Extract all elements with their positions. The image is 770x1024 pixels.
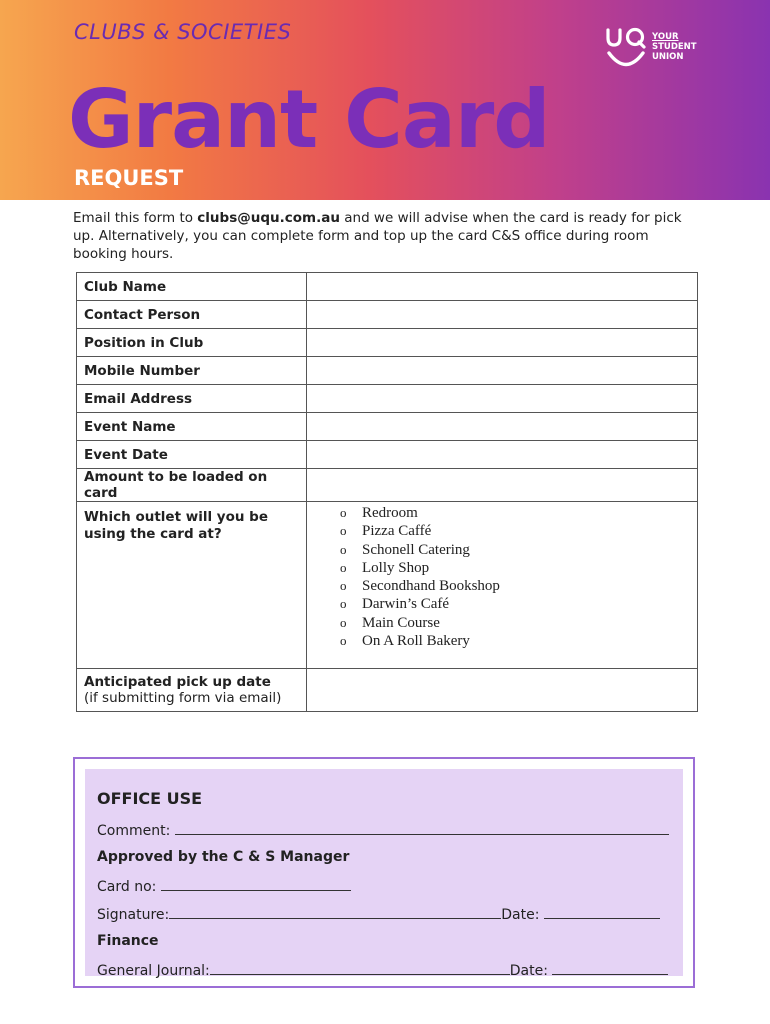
finance-label: Finance <box>97 933 159 949</box>
pickup-label: Anticipated pick up date <box>84 674 271 690</box>
amount-input[interactable] <box>307 469 698 502</box>
date-label-2: Date: <box>509 963 548 979</box>
mobile-number-input[interactable] <box>307 357 698 385</box>
signature-line <box>97 905 660 923</box>
journal-date-field[interactable] <box>552 961 668 975</box>
card-no-line <box>97 877 351 895</box>
outlet-label: Which outlet will you be using the card at? <box>84 509 268 542</box>
section-title: CLUBS & SOCIETIES <box>74 20 292 44</box>
signature-field[interactable] <box>169 905 501 919</box>
field-label <box>77 669 307 712</box>
logo-line: STUDENT <box>652 42 697 52</box>
field-label: Event Name <box>77 413 307 441</box>
uq-union-logo <box>604 26 714 76</box>
journal-label: General Journal: <box>97 963 210 979</box>
office-use-panel <box>85 769 683 979</box>
field-label: Mobile Number <box>77 357 307 385</box>
form-row-position <box>77 329 698 357</box>
signature-label: Signature: <box>97 907 170 923</box>
date-label: Date: <box>501 907 540 923</box>
comment-field[interactable] <box>175 821 669 835</box>
outlet-option-label: Secondhand Bookshop <box>362 578 500 595</box>
form-row-event-date <box>77 441 698 469</box>
form-row-mobile <box>77 357 698 385</box>
logo-wordmark <box>652 32 697 62</box>
field-label: Amount to be loaded on card <box>77 469 307 502</box>
approved-label: Approved by the C & S Manager <box>97 849 350 865</box>
position-input[interactable] <box>307 329 698 357</box>
email-address-input[interactable] <box>307 385 698 413</box>
pickup-date-input[interactable] <box>307 669 698 712</box>
header-banner <box>0 0 770 200</box>
event-date-input[interactable] <box>307 441 698 469</box>
logo-line: UNION <box>652 52 684 62</box>
form-row-club-name <box>77 273 698 301</box>
contact-person-input[interactable] <box>307 301 698 329</box>
request-form-table <box>76 272 698 712</box>
checkbox-circle-icon[interactable]: o <box>340 523 347 539</box>
uq-logo-icon <box>604 26 648 72</box>
checkbox-circle-icon[interactable]: o <box>340 614 347 630</box>
outlet-option[interactable] <box>340 559 690 577</box>
checkbox-circle-icon[interactable]: o <box>340 505 347 520</box>
office-use-box <box>73 757 695 988</box>
outlet-option-label: Redroom <box>362 505 418 521</box>
form-row-outlet <box>77 502 698 669</box>
outlet-option[interactable] <box>340 595 690 613</box>
journal-line <box>97 961 668 979</box>
outlet-option[interactable] <box>340 504 690 522</box>
intro-before: Email this form to <box>73 210 198 226</box>
checkbox-circle-icon[interactable]: o <box>340 578 347 594</box>
comment-label: Comment: <box>97 823 171 839</box>
form-row-email <box>77 385 698 413</box>
pickup-sublabel: (if submitting form via email) <box>84 690 282 706</box>
outlet-option-label: Main Course <box>362 614 440 631</box>
outlet-options-list <box>340 504 690 650</box>
outlet-option[interactable] <box>340 614 690 632</box>
outlet-option-label: On A Roll Bakery <box>362 633 470 650</box>
page-title: Grant Card <box>68 73 550 166</box>
outlet-option-label: Schonell Catering <box>362 541 470 558</box>
logo-line: YOUR <box>652 32 679 42</box>
outlet-option[interactable] <box>340 632 690 650</box>
outlet-option[interactable] <box>340 541 690 559</box>
intro-after: and we will advise when the card is ready for pick up. Alternatively, you can complete form and top up the card C&S office during room booking hours. <box>73 210 682 262</box>
checkbox-circle-icon[interactable]: o <box>340 596 347 612</box>
intro-text <box>73 209 693 263</box>
card-no-label: Card no: <box>97 879 157 895</box>
field-label: Email Address <box>77 385 307 413</box>
checkbox-circle-icon[interactable]: o <box>340 559 347 575</box>
field-label <box>77 502 307 669</box>
outlet-option-label: Pizza Caffé <box>362 523 432 540</box>
form-row-contact-person <box>77 301 698 329</box>
checkbox-circle-icon[interactable]: o <box>340 541 347 557</box>
form-row-pickup <box>77 669 698 712</box>
date-field[interactable] <box>544 905 660 919</box>
approved-heading <box>97 849 349 865</box>
club-email-link[interactable]: clubs@uqu.com.au <box>197 210 340 226</box>
journal-field[interactable] <box>210 961 510 975</box>
comment-line <box>97 821 669 839</box>
page-subtitle: REQUEST <box>74 166 184 190</box>
club-name-input[interactable] <box>307 273 698 301</box>
checkbox-circle-icon[interactable]: o <box>340 633 347 649</box>
office-use-title: OFFICE USE <box>97 789 203 808</box>
form-row-amount <box>77 469 698 502</box>
outlet-option-label: Darwin’s Café <box>362 596 450 613</box>
outlet-option-label: Lolly Shop <box>362 559 430 576</box>
event-name-input[interactable] <box>307 413 698 441</box>
field-label: Position in Club <box>77 329 307 357</box>
outlet-options-cell <box>307 502 698 669</box>
field-label: Contact Person <box>77 301 307 329</box>
outlet-option[interactable] <box>340 522 690 540</box>
form-row-event-name <box>77 413 698 441</box>
field-label: Event Date <box>77 441 307 469</box>
card-no-field[interactable] <box>161 877 351 891</box>
field-label: Club Name <box>77 273 307 301</box>
outlet-option[interactable] <box>340 577 690 595</box>
finance-heading <box>97 933 159 949</box>
